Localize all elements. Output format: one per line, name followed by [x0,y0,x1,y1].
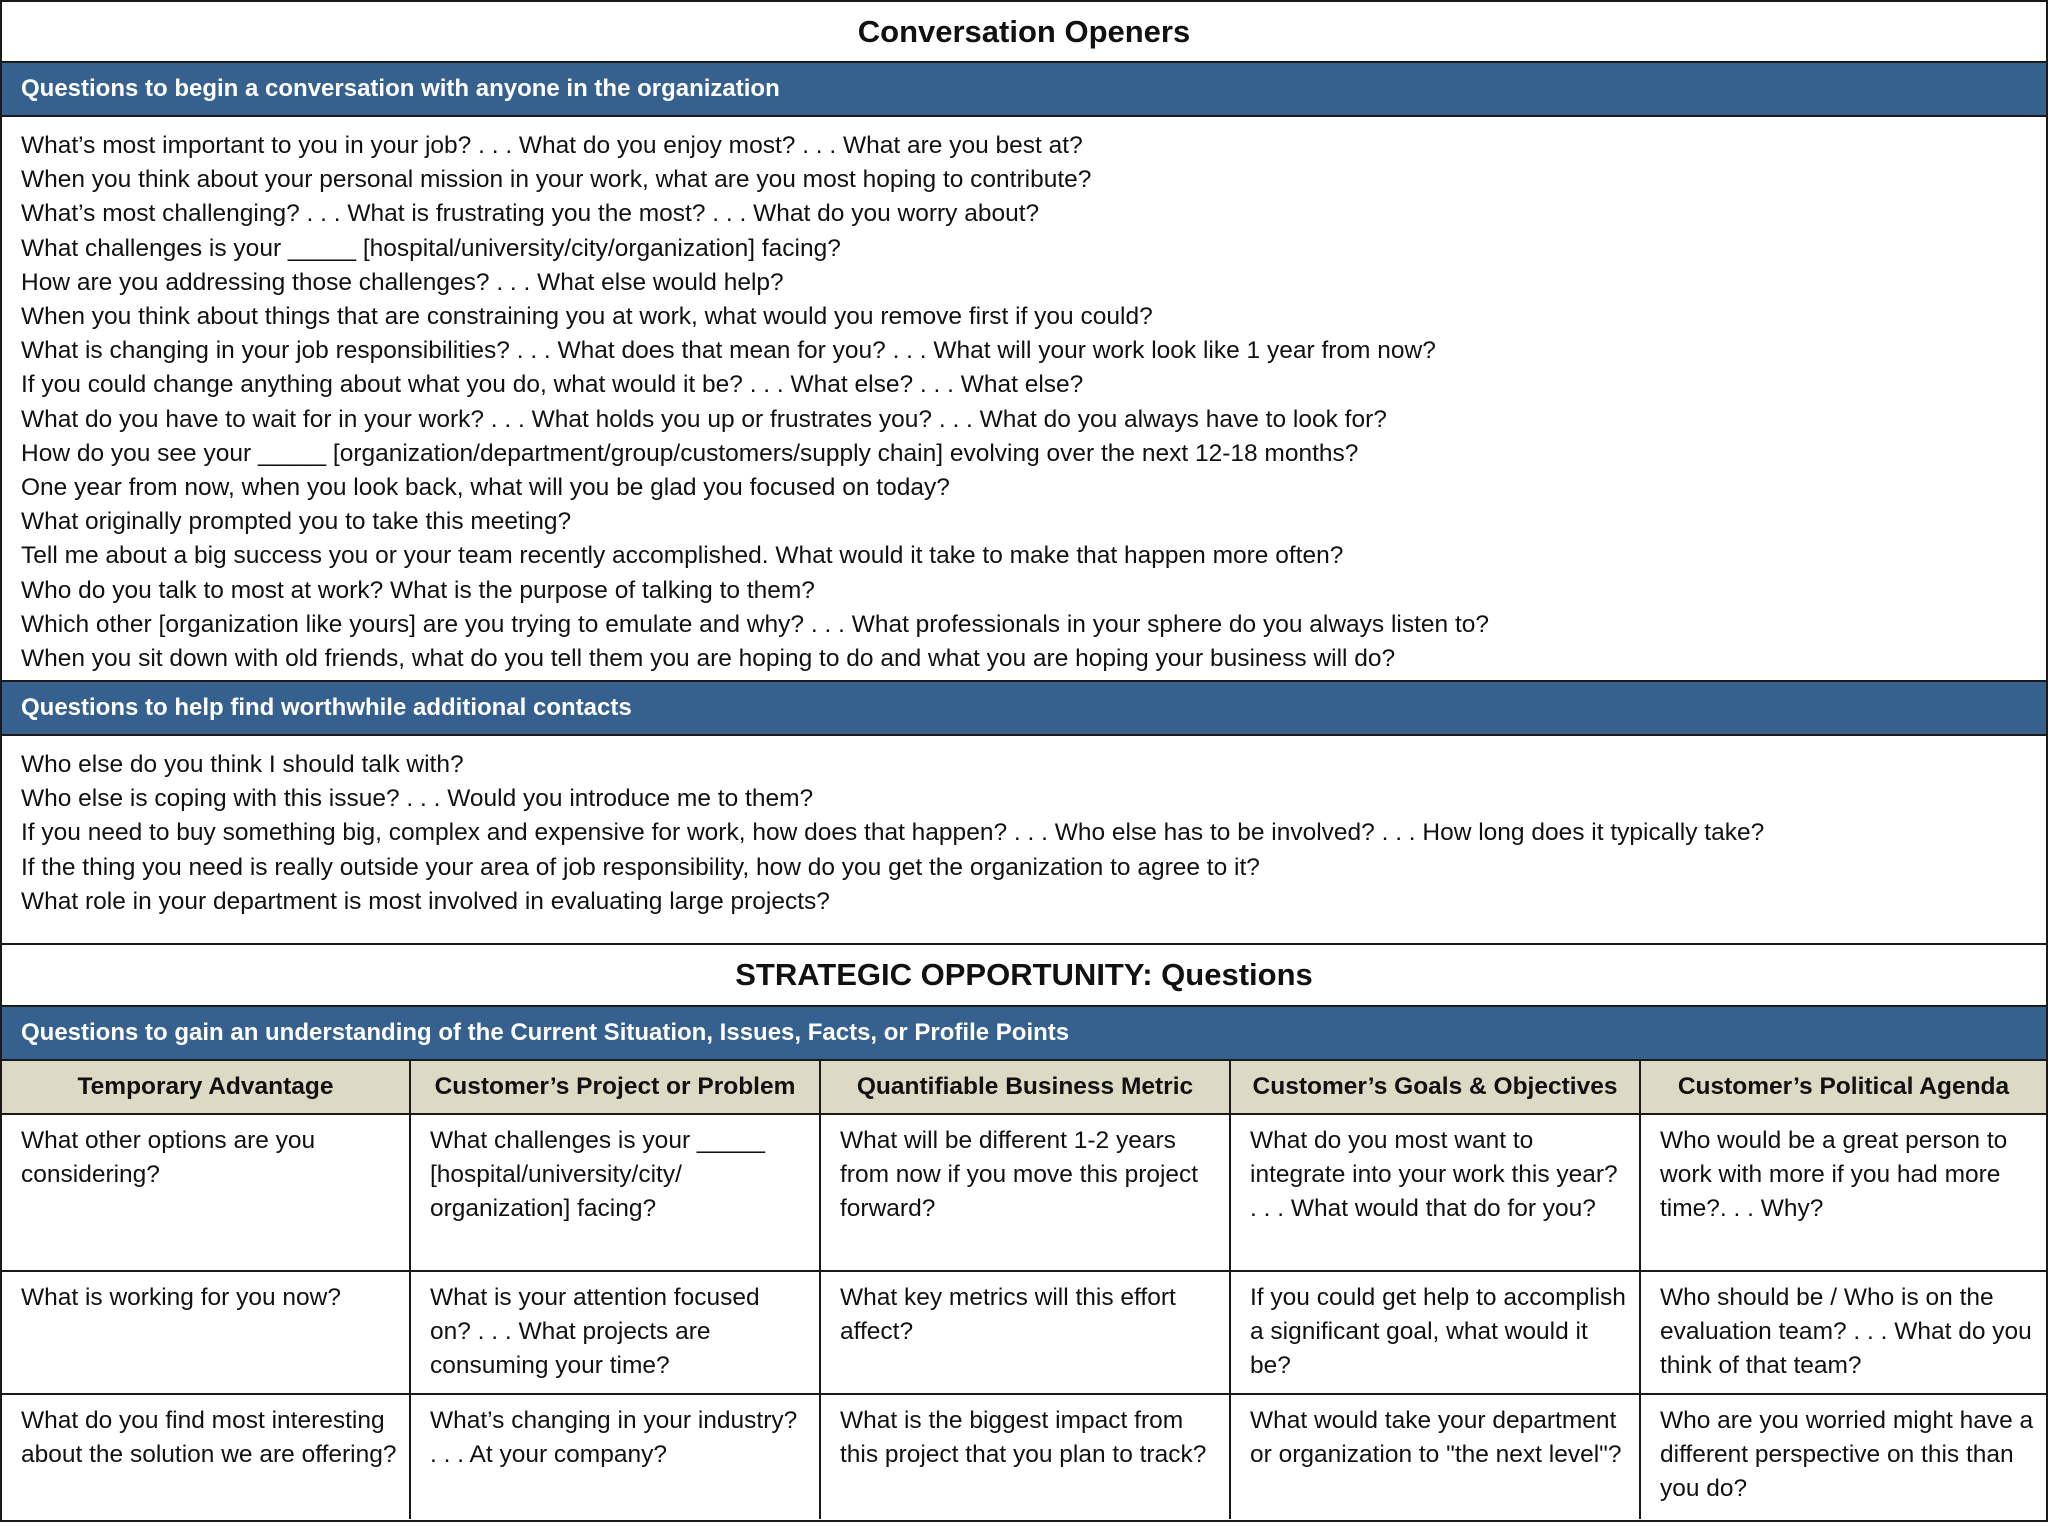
list-item: What role in your department is most involved in evaluating large projects? [21,887,830,915]
column-header: Customer’s Project or Problem [411,1061,821,1115]
table-cell: What is your attention focused on? . . . What projects are consuming your time? [411,1272,821,1395]
table-cell: What would take your department or organization to "the next level"? [1231,1395,1641,1519]
table-cell: What is working for you now? [2,1272,411,1395]
list-item: One year from now, when you look back, what will you be glad you focused on today? [21,474,950,502]
list-item: What’s most challenging? . . . What is frustrating you the most? . . . What do you worry about? [21,200,1040,228]
list-item: What challenges is your _____ [hospital/university/city/organization] facing? [21,234,841,262]
list-item: Tell me about a big success you or your team recently accomplished. What would it take to make that happen more often? [21,542,1344,570]
opener-question-list [2,117,2046,682]
list-item: If the thing you need is really outside your area of job responsibility, how do you get the organization to agree to it? [21,853,1260,881]
list-item: How do you see your _____ [organization/department/group/customers/supply chain] evolving over the next 12-18 months? [21,439,1359,467]
table-cell: Who should be / Who is on the evaluation team? . . . What do you think of that team? [1641,1272,2046,1395]
list-item: If you need to buy something big, complex and expensive for work, how does that happen? . . . Who else has to be involved? . . . How long does it typically take? [21,819,1765,847]
list-item: How are you addressing those challenges? . . . What else would help? [21,268,784,296]
section-heading-openers: Questions to begin a conversation with anyone in the organization [2,63,2046,117]
table-cell: Who are you worried might have a different perspective on this than you do? [1660,1407,2034,1503]
list-item: When you think about things that are constraining you at work, what would you remove first if you could? [21,303,1153,331]
list-item: Who else is coping with this issue? . . . Would you introduce me to them? [21,785,814,813]
list-item: What originally prompted you to take this meeting? [21,508,572,536]
table-cell: What do you most want to integrate into your work this year? . . . What would that do for you? [1231,1115,1641,1272]
list-item: If you could change anything about what you do, what would it be? . . . What else? . . . What else? [21,371,1084,399]
table-cell: What other options are you considering? [2,1115,411,1272]
list-item: Who do you talk to most at work? What is the purpose of talking to them? [21,576,815,604]
table-cell: What is the biggest impact from this project that you plan to track? [821,1395,1231,1519]
column-header: Customer’s Goals & Objectives [1231,1061,1641,1115]
list-item: Which other [organization like yours] are you trying to emulate and why? . . . What professionals in your sphere do you always listen to? [21,610,1490,638]
strategic-question-table [2,1061,2046,1519]
section-heading-strategic: Questions to gain an understanding of the Current Situation, Issues, Facts, or Profile Points [2,1007,2046,1061]
list-item: When you think about your personal mission in your work, what are you most hoping to contribute? [21,166,1092,194]
table-cell: Who would be a great person to work with more if you had more time?. . . Why? [1641,1115,2046,1272]
table-cell: What key metrics will this effort affect? [821,1272,1231,1395]
page-title: Conversation Openers [2,2,2046,63]
list-item: When you sit down with old friends, what do you tell them you are hoping to do and what you are hoping your business will do? [21,645,1396,673]
contact-question-list [2,736,2046,945]
strategic-title: STRATEGIC OPPORTUNITY: Questions [2,945,2046,1007]
table-cell: What’s changing in your industry? . . . At your company? [411,1395,821,1519]
list-item: What is changing in your job responsibilities? . . . What does that mean for you? . . . What will your work look like 1 year from now? [21,337,1436,365]
list-item: What do you have to wait for in your work? . . . What holds you up or frustrates you? . . . What do you always have to look for? [21,405,1387,433]
table-cell: If you could get help to accomplish a significant goal, what would it be? [1231,1272,1641,1395]
list-item: Who else do you think I should talk with? [21,751,464,778]
table-cell: What do you find most interesting about the solution we are offering? [2,1395,411,1519]
column-header: Customer’s Political Agenda [1641,1061,2046,1115]
list-item: What’s most important to you in your job? . . . What do you enjoy most? . . . What are you best at? [21,132,1083,159]
section-heading-contacts: Questions to help find worthwhile additional contacts [2,682,2046,736]
table-cell: What challenges is your _____ [hospital/university/city/ organization] facing? [411,1115,821,1272]
column-header: Temporary Advantage [2,1061,411,1115]
table-cell: What will be different 1-2 years from now if you move this project forward? [821,1115,1231,1272]
column-header: Quantifiable Business Metric [821,1061,1231,1115]
